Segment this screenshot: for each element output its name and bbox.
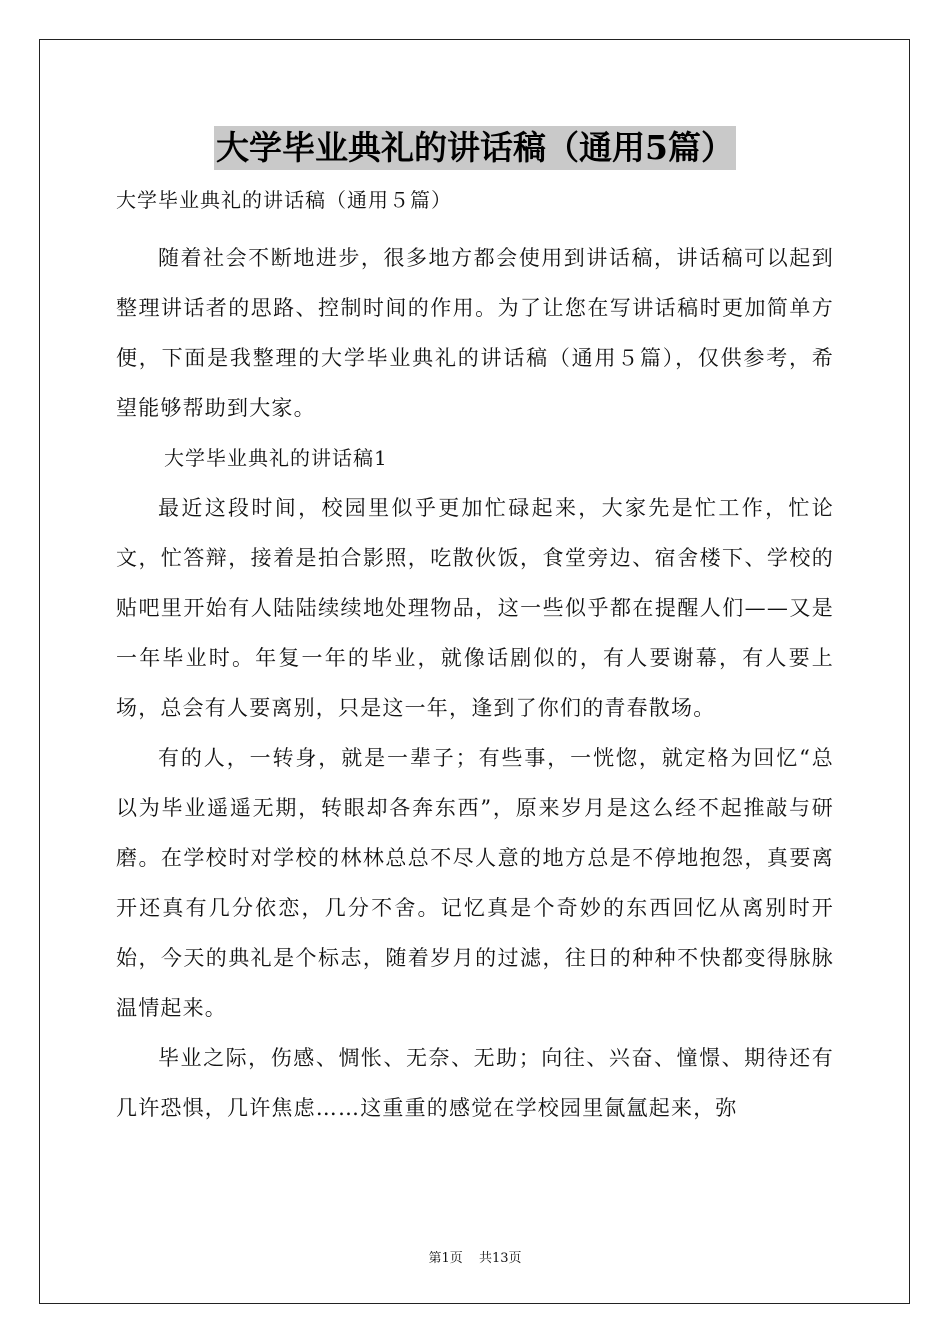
document-title: 大学毕业典礼的讲话稿（通用5篇） (214, 126, 736, 170)
title-container (0, 126, 950, 170)
section-heading: 大学毕业典礼的讲话稿1 (164, 446, 388, 470)
body-paragraph: 毕业之际，伤感、惆怅、无奈、无助；向往、兴奋、憧憬、期待还有几许恐惧，几许焦虑……这重重的感觉在学校园里氤氲起来，弥 (116, 1046, 834, 1120)
document-subtitle: 大学毕业典礼的讲话稿（通用５篇） (116, 188, 452, 212)
body-paragraph: 有的人，一转身，就是一辈子；有些事，一恍惚，就定格为回忆“总以为毕业遥遥无期，转眼却各奔东西”，原来岁月是这么经不起推敲与研磨。在学校时对学校的林林总总不尽人意的地方总是不停地抱怨，真要离开还真有几分依恋，几分不舍。记忆真是个奇妙的东西回忆从离别时开始，今天的典礼是个标志，随着岁月的过滤，往日的种种不快都变得脉脉温情起来。 (116, 746, 834, 1020)
intro-paragraph: 随着社会不断地进步，很多地方都会使用到讲话稿，讲话稿可以起到整理讲话者的思路、控制时间的作用。为了让您在写讲话稿时更加简单方便，下面是我整理的大学毕业典礼的讲话稿（通用５篇），仅供参考，希望能够帮助到大家。 (116, 246, 834, 420)
page-total: 共13页 (478, 1251, 522, 1266)
page-number: 第1页 (428, 1251, 463, 1266)
document-body (116, 185, 834, 1133)
page-footer (0, 1247, 950, 1266)
body-paragraph: 最近这段时间，校园里似乎更加忙碌起来，大家先是忙工作，忙论文，忙答辩，接着是拍合影照，吃散伙饭，食堂旁边、宿舍楼下、学校的贴吧里开始有人陆陆续续地处理物品，这一些似乎都在提醒人们——又是一年毕业时。年复一年的毕业，就像话剧似的，有人要谢幕，有人要上场，总会有人要离别，只是这一年，逢到了你们的青春散场。 (116, 496, 834, 720)
